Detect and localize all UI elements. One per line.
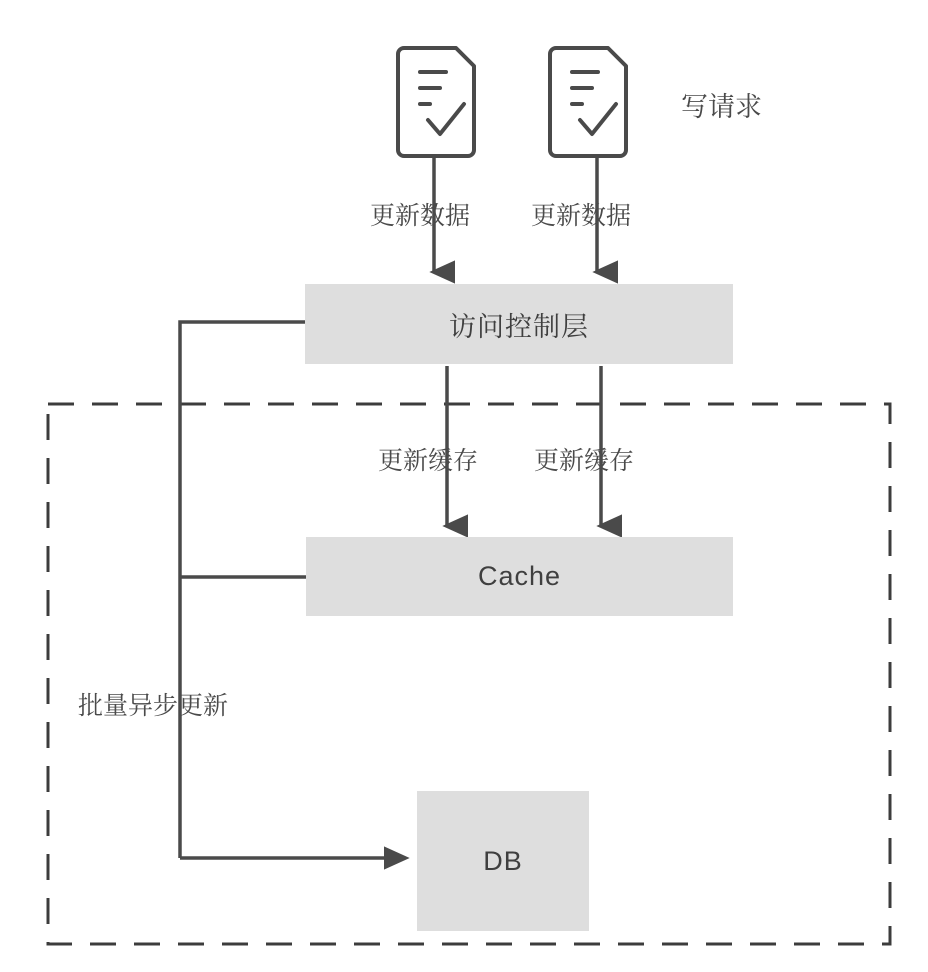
cache-label: Cache (477, 561, 562, 591)
db-box (417, 791, 589, 931)
update-data-label-2: 更新数据 (531, 202, 632, 230)
document-check-icon-2 (550, 48, 626, 156)
connector-access-to-bus (180, 322, 305, 858)
batch-async-update-label: 批量异步更新 (78, 692, 229, 720)
access-control-layer-label: 访问控制层 (449, 311, 589, 342)
cache-box (306, 537, 733, 616)
document-check-icon-1 (398, 48, 474, 156)
update-cache-label-2: 更新缓存 (534, 447, 635, 475)
db-label: DB (483, 845, 523, 876)
access-control-layer-box (305, 284, 733, 364)
write-request-label: 写请求 (681, 92, 762, 122)
update-cache-label-1: 更新缓存 (378, 447, 479, 475)
update-data-label-1: 更新数据 (370, 202, 471, 230)
